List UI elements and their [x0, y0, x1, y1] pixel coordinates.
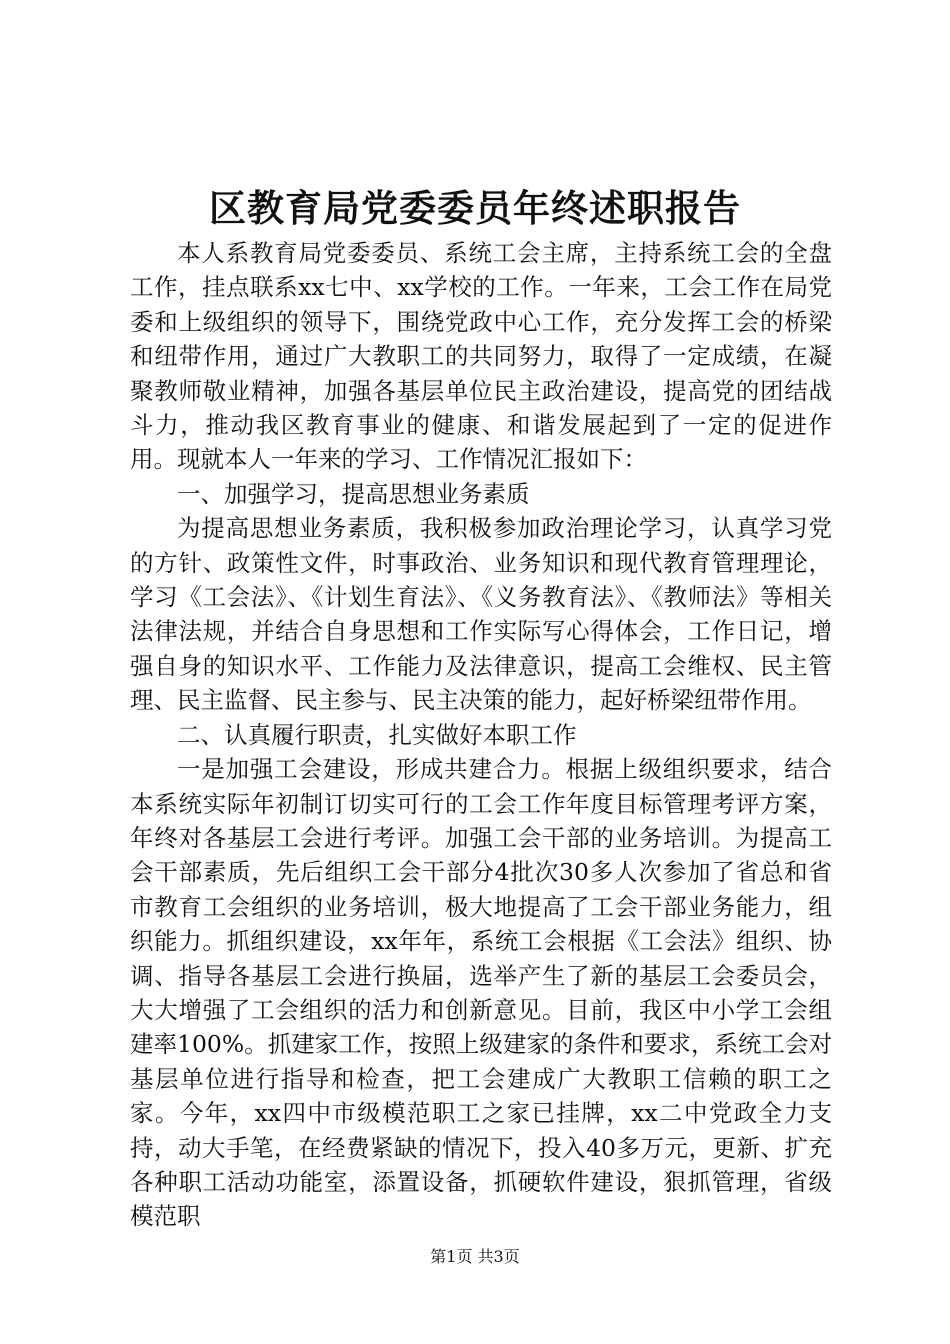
section-2-paragraph: 一是加强工会建设，形成共建合力。根据上级组织要求，结合本系统实际年初制订切实可行的工会工作年度目标管理考评方案，年终对各基层工会进行考评。加强工会干部的业务培训。为提高工会干部素质，先后组织工会干部分4批次30多人次参加了省总和省市教育工会组织的业务培训，极大地提高了工会干部业务能力，组织能力。抓组织建设，xx年年，系统工会根据《工会法》组织、协调、指导各基层工会进行换届，选举产生了新的基层工会委员会，大大增强了工会组织的活力和创新意见。目前，我区中小学工会组建率100%。抓建家工作，按照上级建家的条件和要求，系统工会对基层单位进行指导和检查，把工会建成广大教职工信赖的职工之家。今年，xx四中市级模范职工之家已挂牌，xx二中党政全力支持，动大手笔，在经费紧缺的情况下，投入40多万元，更新、扩充各种职工活动功能室，添置设备，抓硬软件建设，狠抓管理，省级模范职 [130, 755, 832, 1231]
document-body [130, 236, 832, 1234]
document-title: 区教育局党委委员年终述职报告 [209, 186, 741, 230]
page-footer: 第1页 共3页 [430, 1247, 520, 1266]
section-heading-2: 二、认真履行职责，扎实做好本职工作 [177, 720, 577, 749]
intro-paragraph: 本人系教育局党委委员、系统工会主席，主持系统工会的全盘工作，挂点联系xx七中、xx学校的工作。一年来，工会工作在局党委和上级组织的领导下，围绕党政中心工作，充分发挥工会的桥梁和纽带作用，通过广大教职工的共同努力，取得了一定成绩，在凝聚教师敬业精神，加强各基层单位民主政治建设，提高党的团结战斗力，推动我区教育事业的健康、和谐发展起到了一定的促进作用。现就本人一年来的学习、工作情况汇报如下： [130, 239, 832, 474]
section-1-paragraph: 为提高思想业务素质，我积极参加政治理论学习，认真学习党的方针、政策性文件，时事政治、业务知识和现代教育管理理论，学习《工会法》、《计划生育法》、《义务教育法》、《教师法》等相关法律法规，并结合自身思想和工作实际写心得体会，工作日记，增强自身的知识水平、工作能力及法律意识，提高工会维权、民主管理、民主监督、民主参与、民主决策的能力，起好桥梁纽带作用。 [130, 514, 832, 715]
section-heading-1: 一、加强学习，提高思想业务素质 [177, 479, 530, 508]
